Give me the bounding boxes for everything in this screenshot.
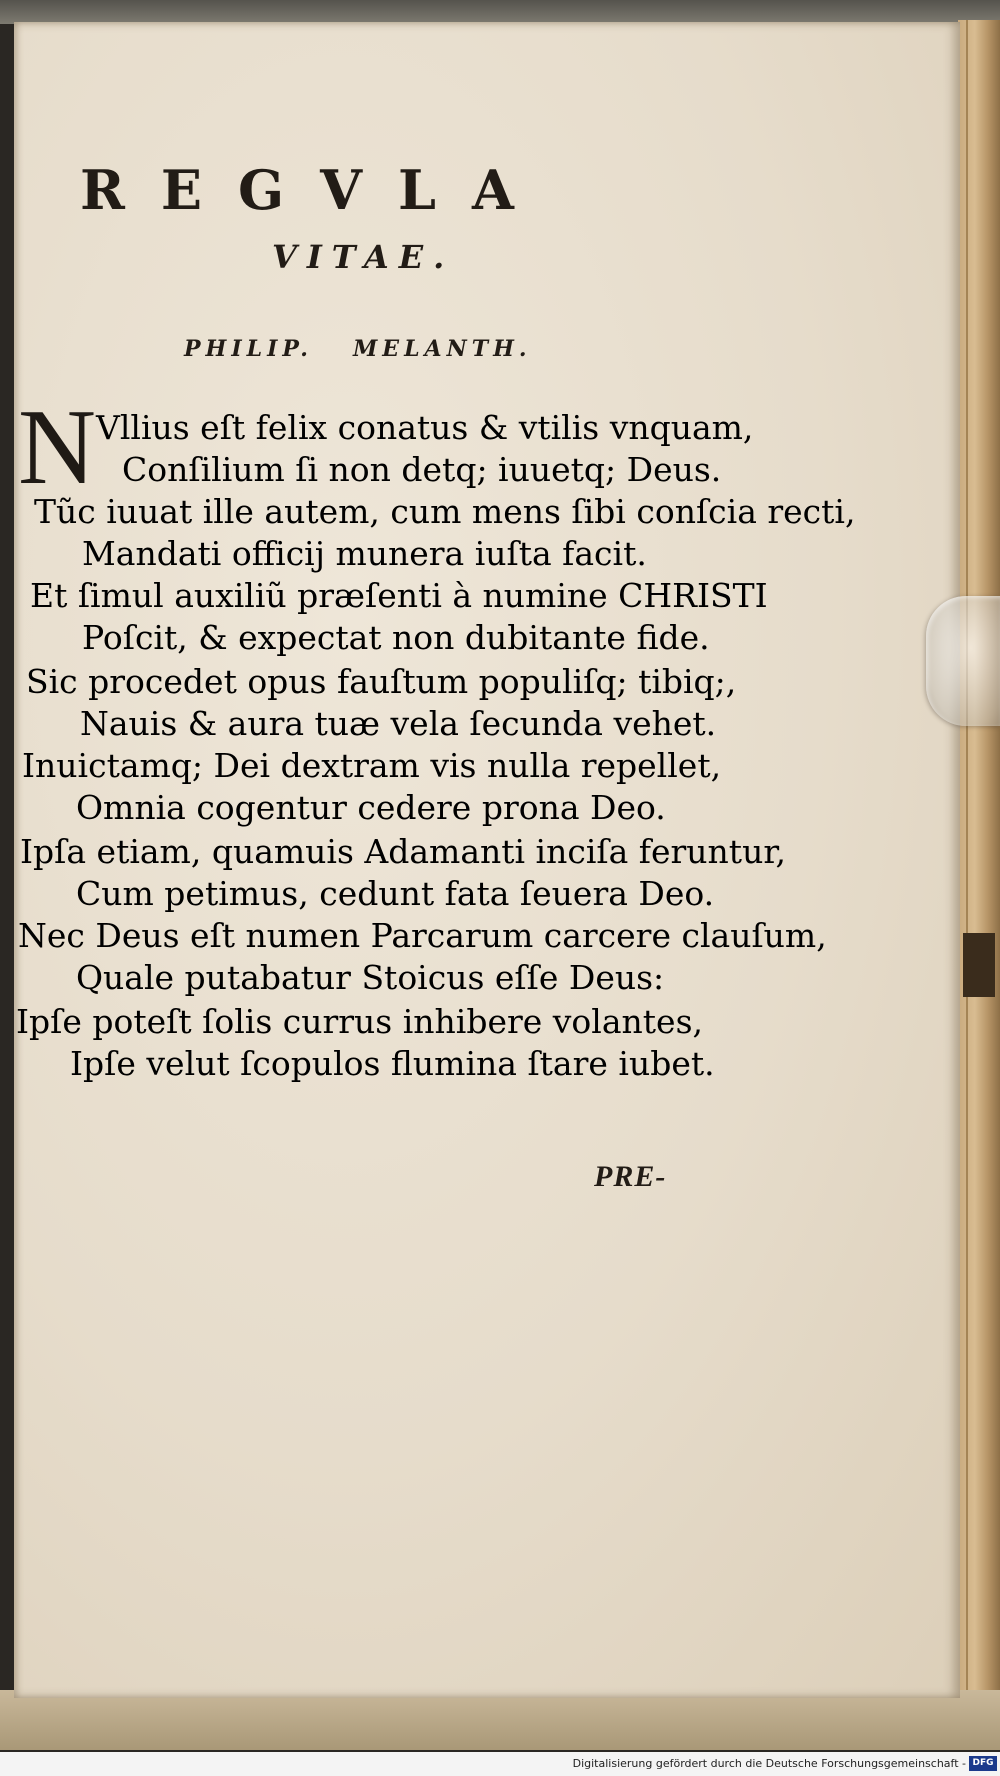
author-line <box>184 336 532 362</box>
poem-line: Vllius eſt felix conatus & vtilis vnquam, <box>96 408 754 447</box>
poem-line: Quale putabatur Stoicus eſſe Deus: <box>76 958 665 997</box>
poem-line: Nec Deus eſt numen Parcarum carcere clauſum, <box>18 916 827 955</box>
poem-line: Ipſa etiam, quamuis Adamanti inciſa feruntur, <box>20 832 786 871</box>
poem-line: Nauis & aura tuæ vela ſecunda vehet. <box>80 704 717 743</box>
poem-line: Conſilium ſi non detq; iuuetq; Deus. <box>122 450 722 489</box>
book-fore-edge <box>958 20 1000 1720</box>
footer-bar <box>0 1752 1000 1776</box>
book-top-edge <box>0 0 1000 24</box>
poem-line: Inuictamq; Dei dextram vis nulla repellet, <box>22 746 722 785</box>
drop-cap: N <box>18 388 96 507</box>
poem-line: Et ſimul auxiliũ præſenti à numine CHRISTI <box>30 576 768 615</box>
poem-line: Mandati officij munera iuſta facit. <box>82 534 647 573</box>
poem-line: Sic procedet opus fauſtum populiſq; tibiq;, <box>26 662 737 701</box>
page-clip <box>926 596 1000 726</box>
funding-credit: Digitalisierung gefördert durch die Deutsche Forschungsgemeinschaft - <box>572 1757 966 1770</box>
page-subtitle: VITAE. <box>272 238 455 276</box>
poem-line: Poſcit, & expectat non dubitante fide. <box>82 618 710 657</box>
book-bottom-edge <box>0 1690 1000 1750</box>
author-last: MELANTH. <box>352 336 532 362</box>
poem-line: Cum petimus, cedunt fata ſeuera Deo. <box>76 874 715 913</box>
bookmark-ribbon <box>963 933 995 997</box>
poem-line: Omnia cogentur cedere prona Deo. <box>76 788 666 827</box>
catchword: PRE- <box>594 1160 667 1193</box>
poem-line: Ipſe poteſt ſolis currus inhibere volantes, <box>16 1002 703 1041</box>
poem-line: Ipſe velut ſcopulos flumina ſtare iubet. <box>70 1044 715 1083</box>
dfg-logo: DFG <box>969 1756 997 1771</box>
page-title: REGVLA <box>80 158 550 222</box>
author-first: PHILIP. <box>184 336 313 362</box>
poem-line: Tũc iuuat ille autem, cum mens ſibi conſcia recti, <box>34 492 856 531</box>
